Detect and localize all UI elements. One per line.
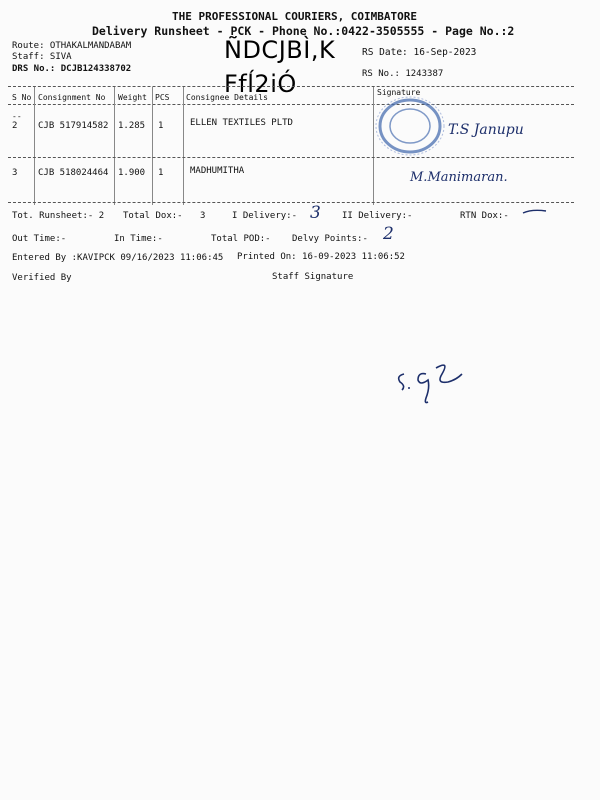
table-bottom-rule: [8, 202, 574, 203]
table-row-sno: 3: [12, 168, 18, 178]
row-marker: --: [12, 112, 22, 121]
col-header-consignee: Consignee Details: [186, 93, 268, 102]
courier-stamp-icon: [372, 96, 452, 156]
i-delivery-label: I Delivery:-: [232, 211, 298, 221]
barcode-text-line1: ÑDCJBÌ,K: [224, 36, 336, 64]
col-header-signature: Signature: [377, 88, 421, 97]
entered-by: Entered By :KAVIPCK 09/16/2023 11:06:45: [12, 253, 224, 263]
table-top-rule: [8, 86, 574, 87]
table-row-pcs: 1: [158, 168, 164, 178]
table-header-rule: [8, 104, 574, 105]
col-divider: [152, 87, 153, 205]
in-time-label: In Time:-: [114, 234, 163, 244]
handwritten-initials-icon: [392, 344, 472, 406]
rs-number: RS No.: 1243387: [362, 69, 444, 79]
col-divider: [114, 87, 115, 205]
table-row-weight: 1.900: [118, 168, 146, 178]
company-name: THE PROFESSIONAL COURIERS, COIMBATORE: [172, 10, 418, 23]
runsheet-title: Delivery Runsheet - PCK - Phone No.:0422-3505555 - Page No.:2: [92, 24, 515, 38]
table-row-consignee: MADHUMITHA: [190, 166, 245, 176]
col-header-consignment: Consignment No: [38, 93, 106, 102]
verified-by-label: Verified By: [12, 273, 72, 283]
signature-row1: T.S Janupu: [448, 122, 524, 138]
barcode-text-line2: Ffĺ2iÓ: [224, 70, 297, 98]
staff-label: Staff: SIVA: [12, 52, 72, 62]
total-pod-label: Total POD:-: [211, 234, 271, 244]
printed-on: Printed On: 16-09-2023 11:06:52: [237, 252, 405, 262]
col-divider: [34, 87, 35, 205]
rtn-dox-label: RTN Dox:-: [460, 211, 509, 221]
col-header-weight: Weight: [118, 93, 147, 102]
col-divider: [183, 87, 184, 205]
rs-date: RS Date: 16-Sep-2023: [362, 47, 477, 58]
delvy-points-handwritten: 2: [383, 224, 394, 244]
col-header-sno: S No: [12, 93, 32, 102]
table-row-sno: 2: [12, 121, 18, 131]
table-row-consignment: CJB 517914582: [38, 121, 109, 131]
route-label: Route: OTHAKALMANDABAM: [12, 41, 132, 51]
rtn-dox-dash-mark: [522, 208, 548, 216]
total-dox-value: 3: [200, 211, 206, 221]
out-time-label: Out Time:-: [12, 234, 67, 244]
table-row-pcs: 1: [158, 121, 164, 131]
delvy-points-label: Delvy Points:-: [292, 234, 368, 244]
row-rule: [8, 157, 574, 158]
col-header-pcs: PCS: [155, 93, 170, 102]
drs-number: DRS No.: DCJB124338702: [12, 64, 132, 74]
tot-runsheet: Tot. Runsheet:- 2: [12, 211, 105, 221]
table-row-weight: 1.285: [118, 121, 146, 131]
signature-row2: M.Manimaran.: [410, 170, 508, 185]
table-row-consignee: ELLEN TEXTILES PLTD: [190, 118, 293, 128]
total-dox-label: Total Dox:-: [123, 211, 183, 221]
staff-signature-label: Staff Signature: [272, 272, 354, 282]
table-row-consignment: CJB 518024464: [38, 168, 109, 178]
i-delivery-handwritten: 3: [310, 203, 321, 223]
ii-delivery-label: II Delivery:-: [342, 211, 413, 221]
